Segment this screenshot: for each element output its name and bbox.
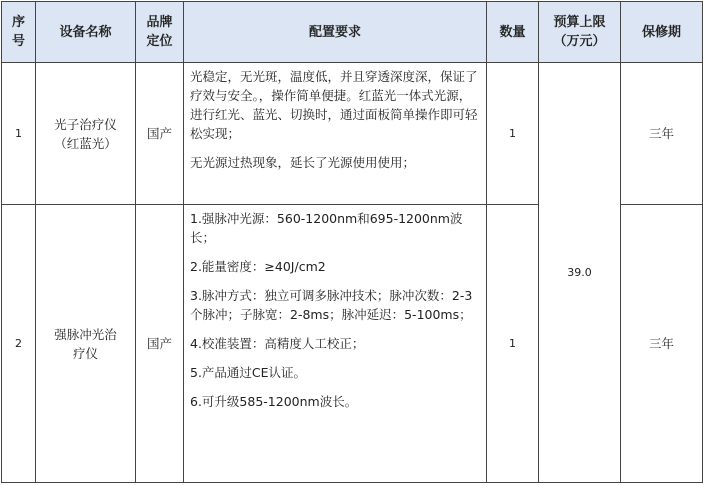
requirement-line: 1.强脉冲光源：560-1200nm和695-1200nm波长；	[190, 211, 463, 245]
requirement-line: 2.能量密度：≥40J/cm2	[190, 259, 326, 274]
header-budget: 预算上限（万元）	[539, 2, 621, 63]
row-requirements	[184, 63, 487, 205]
equipment-table	[1, 1, 703, 483]
header-warranty: 保修期	[621, 2, 703, 63]
header-requirements: 配置要求	[184, 2, 487, 63]
header-quantity: 数量	[487, 2, 539, 63]
row-quantity: 1	[487, 63, 539, 205]
row-seq: 2	[2, 205, 36, 483]
row-warranty: 三年	[621, 205, 703, 483]
header-row	[2, 2, 703, 63]
requirement-line: 光稳定，无光斑，温度低，并且穿透深度深，保证了疗效与安全。，操作简单便捷。红蓝光一体式光源，进行红光、蓝光、切换时，通过面板简单操作即可轻松实现；	[190, 69, 478, 141]
row-brand: 国产	[136, 63, 184, 205]
header-seq: 序号	[2, 2, 36, 63]
row-requirements	[184, 205, 487, 483]
requirement-line: 4.校准装置：高精度人工校正；	[190, 336, 365, 351]
requirement-line: 3.脉冲方式：独立可调多脉冲技术；脉冲次数：2-3个脉冲；子脉宽：2-8ms；脉冲延迟：5-100ms；	[190, 288, 473, 322]
row-name: 光子治疗仪（红蓝光）	[36, 63, 136, 205]
row-name: 强脉冲光治疗仪	[36, 205, 136, 483]
requirement-line: 5.产品通过CE认证。	[190, 365, 307, 380]
table-row	[2, 63, 703, 205]
row-quantity: 1	[487, 205, 539, 483]
row-brand: 国产	[136, 205, 184, 483]
requirement-line: 无光源过热现象，延长了光源使用使用；	[190, 155, 416, 170]
shared-budget: 39.0	[539, 63, 621, 483]
row-warranty: 三年	[621, 63, 703, 205]
header-name: 设备名称	[36, 2, 136, 63]
header-brand: 品牌定位	[136, 2, 184, 63]
requirement-line: 6.可升级585-1200nm波长。	[190, 394, 358, 409]
row-seq: 1	[2, 63, 36, 205]
